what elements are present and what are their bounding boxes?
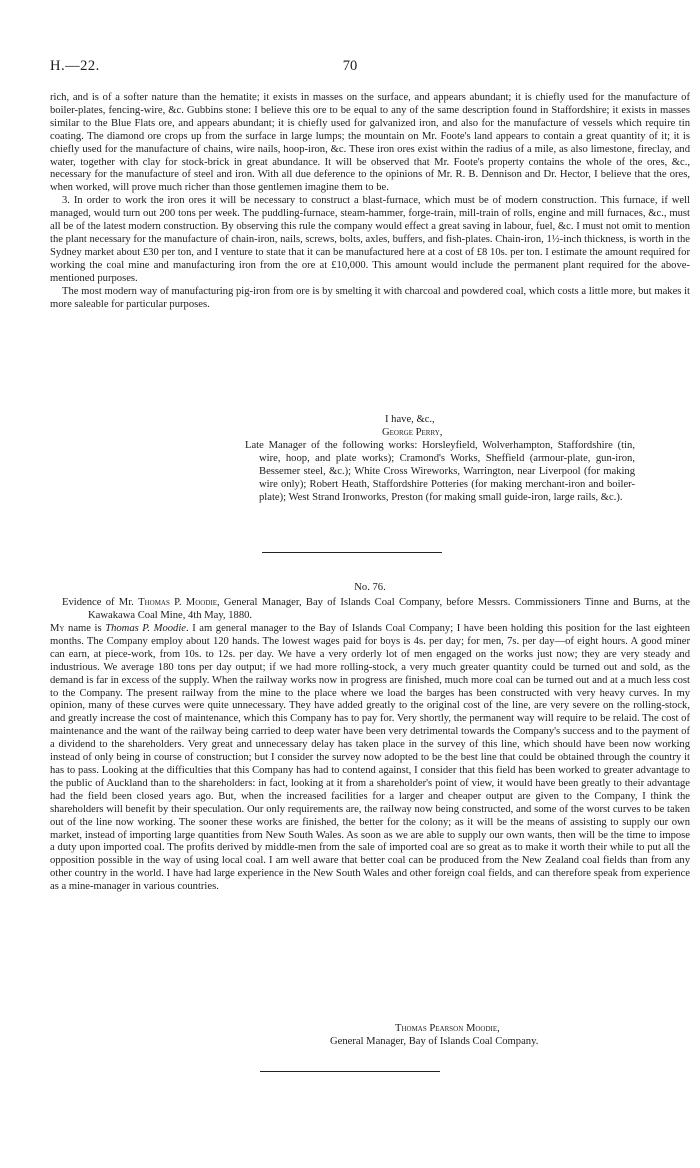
pig-iron-paragraph: The most modern way of manufacturing pig-iron from ore is by smelting it with charcoal and powdered coal, which costs a little more, but makes it more saleable for particular purposes.: [50, 285, 690, 310]
letter-continuation: [50, 92, 690, 311]
end-divider: [260, 1071, 440, 1072]
evidence-heading: Evidence of Mr. Thomas P. Moodie, General Manager, Bay of Islands Coal Company, before Messrs. Commissioners Tinne and Burns, at the Kawakawa Coal Mine, 4th May, 1880.: [62, 597, 691, 621]
report-reference: H.—22.: [50, 58, 100, 74]
blast-furnace-paragraph: 3. In order to work the iron ores it will be necessary to construct a blast-furnace, which must be of modern construction. This furnace, if well managed, would turn out 200 tons per week. The puddling-furnace, steam-hammer, forge-train, mill-train of rolls, engine and mill furnaces, &c., must all be of the latest modern construction. By observing this rule the company would effect a great saving in labour, fuel, &c. I must not omit to mention the plant necessary for the manufacture of chain-iron, nails, screws, bolts, axles, buffers, and fish-plates. Chain-iron, 1½-inch thickness, is worth in the Sydney market about £30 per ton, and I venture to state that it can be manufactured here at a cost of £8 10s. per ton. I estimate the amount required for working the coal mine and manufacturing iron from the ore at £10,000. This amount would include the permanent plant required for the above-mentioned purposes.: [50, 195, 690, 284]
evidence-body: [50, 623, 690, 894]
evidence-signature: Thomas Pearson Moodie,: [395, 1023, 500, 1034]
page-header: [50, 58, 650, 78]
witness-name: Thomas P. Moodie: [138, 597, 217, 608]
signatory-credentials: Late Manager of the following works: Horsleyfield, Wolverhampton, Staffordshire (tin, wire, hoop, and plate works); Cramond's Works, Sheffield (armour-plate, gun-iron, Bessemer steel, &c.); White Cross Wireworks, Warrington, near Liverpool (for making wire only); Robert Heath, Staffordshire Potteries (for making merchant-iron and boiler-plate); West Strand Ironworks, Preston (for making small guide-iron, large rails, &c.).: [245, 440, 635, 503]
ore-description-paragraph: rich, and is of a softer nature than the hematite; it exists in masses on the surface, and appears abundant; it is chiefly used for the manufacture of boiler-plates, fencing-wire, &c. Gubbins stone: I believe this ore to be equal to any of the same description found in Staffordshire; it exists in masses similar to the Blue Flats ore, and appears abundant; it is chiefly used for galvanized iron, and also for the manufacture of vessels which require tin coating. The diamond ore crops up from the surface in large lumps; the mountain on Mr. Foote's land appears to contain a great quantity of it; it is chiefly used for the manufacture of chains, wire nails, hoop-iron, &c. These iron ores exist within the radius of a mile, as also limestone, fireclay, and water, together with clay for stock-brick in great abundance. It will be observed that Mr. Foote's property contains the whole of the ores, &c., necessary for the manufacture of steel and iron. With all due deference to the opinions of Mr. R. B. Dennison and Dr. Hector, I believe that the ores, when worked, will prove much richer than those gentlemen imagine them to be.: [50, 92, 690, 194]
letter-signature: George Perry,: [382, 427, 443, 438]
evidence-number: No. 76.: [354, 582, 386, 593]
section-divider: [262, 552, 442, 553]
page-number: 70: [342, 58, 358, 74]
letter-closing: I have, &c.,: [385, 414, 435, 425]
evidence-paragraph: My name is Thomas P. Moodie. I am general manager to the Bay of Islands Coal Company; I have been holding this position for the last eighteen months. The Company employ about 120 hands. The lowest wages paid for boys is 4s. per day; for men, 7s. per day—of eight hours. A good miner can earn, at piece-work, from 10s. to 12s. per day. We have a very orderly lot of men engaged on the works just now; they are very steady and industrious. We average 180 tons per day output; if we had more rolling-stock, a very much greater quantity could be turned out and sold, as the demand is far in excess of the supply. When the railway works now in progress are finished, much more coal can be turned out and at a much less cost to the Company. The present railway from the mine to the place where we load the barges has been constructed with very heavy curves. In my opinion, many of these curves were quite unnecessary. They have added greatly to the original cost of the line, are very severe on the rolling-stock, and greatly increase the cost of maintenance, which this Company has to pay for. Very shortly, the permanent way will require to be relaid. The cost of maintenance and the want of the railway being carried to deep water have been very detrimental towards the Company's success and to the payment of a dividend to the shareholders. Very great and unnecessary delay has taken place in the survey of this line, which should have been now working instead of only being in course of construction; but I consider the survey now adopted to be the best line that could be obtained through the country it has to pass. Looking at the difficulties that this Company has had to contend against, I consider that this field has been worked to greater advantage to the public of Auckland than to the shareholders: in fact, looking at it from a shareholder's point of view, it would have been greatly to their advantage had the field been closed years ago. But, when the increased facilities for a larger and cheaper output are given to the Company, I think the shareholders will benefit by their speculation. Our only requirements are, the railway now being constructed, and some of the worst curves to be taken out of the line now working. The sooner these works are finished, the better for the colony; as it will be the means of assisting to supply our own market, instead of importing large quantities from New South Wales. As soon as we are able to supply our own wants, then will be the time to impose a duty upon imported coal. The profits derived by middle-men from the sale of imported coal are so great as to make it worth their while to put all the opposition possible in the way of using local coal. I am well aware that better coal can be produced from the New Zealand coal fields than from any other country in the world. I have had large experience in the New South Wales and other foreign coal fields, and can therefore speak from experience as a mine-manager in various countries.: [50, 623, 691, 893]
signatory-title: General Manager, Bay of Islands Coal Company.: [330, 1036, 539, 1047]
